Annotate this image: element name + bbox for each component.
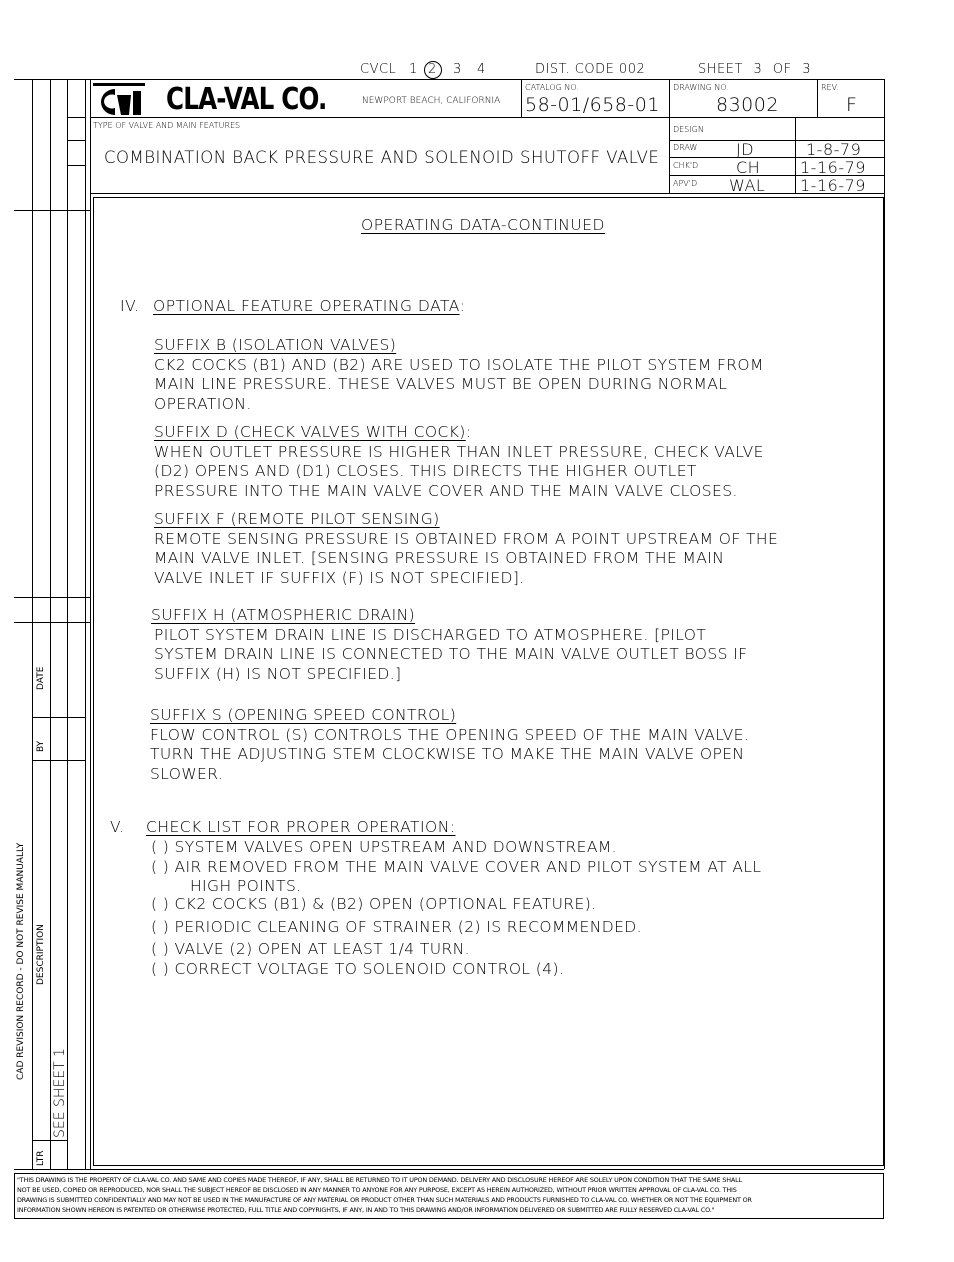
suffix-f-block: [154, 510, 778, 588]
content-left-line: [90, 79, 91, 1169]
catalog-label: CATALOG NO.: [525, 83, 579, 92]
suffix-s-block: [150, 706, 749, 784]
rev-row-3: [67, 165, 85, 166]
suffix-f-title: SUFFIX F (REMOTE PILOT SENSING): [154, 510, 440, 528]
rev-col-line-2: [50, 79, 51, 1169]
valve-title: COMBINATION BACK PRESSURE AND SOLENOID SHUTOFF VALVE: [104, 148, 660, 167]
suffix-f-line-1: REMOTE SENSING PRESSURE IS OBTAINED FROM A POINT UPSTREAM OF THE: [154, 529, 779, 548]
suffix-d-line-1: WHEN OUTLET PRESSURE IS HIGHER THAN INLET PRESSURE, CHECK VALVE: [154, 442, 764, 461]
frame-bottom: [14, 1169, 884, 1170]
chkd-label: CHK'D: [673, 161, 699, 170]
suffix-d-line-3: PRESSURE INTO THE MAIN VALVE COVER AND THE MAIN VALVE CLOSES.: [154, 481, 738, 500]
proprietary-notice-box: [14, 1173, 884, 1219]
suffix-b-block: [154, 336, 764, 414]
suffix-h-line-2: SYSTEM DRAIN LINE IS CONNECTED TO THE MAIN VALVE OUTLET BOSS IF: [154, 645, 748, 663]
suffix-b-title: SUFFIX B (ISOLATION VALVES): [154, 336, 397, 354]
checklist-item-6: ( ) CORRECT VOLTAGE TO SOLENOID CONTROL (4).: [151, 959, 565, 978]
frame-right: [884, 79, 885, 1169]
checklist-item-4: ( ) PERIODIC CLEANING OF STRAINER (2) IS RECOMMENDED.: [151, 917, 642, 936]
tb-line-date-col: [795, 117, 796, 193]
company-location: NEWPORT BEACH, CALIFORNIA: [362, 96, 501, 106]
rev-label: REV.: [821, 83, 839, 92]
frame-top: [14, 79, 884, 80]
valve-type-label: TYPE OF VALVE AND MAIN FEATURES: [93, 121, 241, 130]
tb-line-rev: [817, 79, 818, 117]
cla-val-logo-mark: [93, 83, 145, 117]
section-4-number: IV.: [120, 297, 140, 315]
rev-row-9: [32, 1140, 67, 1141]
checklist: [151, 838, 761, 979]
cvcl-label: CVCL: [360, 62, 397, 77]
cvcl-option-4: 4: [477, 62, 486, 77]
cvcl-option-2: 2: [428, 62, 437, 77]
apvd-by: WAL: [729, 176, 766, 195]
catalog-number: 58-01/658-01: [525, 94, 660, 116]
page-heading: OPERATING DATA-CONTINUED: [361, 216, 605, 234]
tb-line-type: [90, 117, 884, 118]
rev-row-1: [67, 117, 85, 118]
suffix-b-line-3: OPERATION.: [154, 394, 252, 413]
draw-by: JD: [736, 140, 755, 159]
section-5-title: CHECK LIST FOR PROPER OPERATION:: [146, 818, 456, 836]
suffix-s-line-2: TURN THE ADJUSTING STEM CLOCKWISE TO MAKE THE MAIN VALVE OPEN: [150, 745, 745, 763]
draw-date: 1-8-79: [806, 140, 862, 159]
suffix-f-line-3: VALVE INLET IF SUFFIX (F) IS NOT SPECIFIED].: [154, 568, 525, 587]
suffix-f-line-2: MAIN VALVE INLET. [SENSING PRESSURE IS OBTAINED FROM THE MAIN: [154, 549, 725, 567]
apvd-date: 1-16-79: [800, 176, 866, 195]
suffix-b-line-2: MAIN LINE PRESSURE. THESE VALVES MUST BE OPEN DURING NORMAL: [154, 375, 728, 393]
drawing-label: DRAWING NO.: [673, 83, 729, 92]
rev-date-label: DATE: [36, 666, 46, 690]
notice-line-1: "THIS DRAWING IS THE PROPERTY OF CLA-VAL CO. AND SAME AND COPIES MADE THEREOF, IF ANY, SHALL BE RETURNED TO IT UPON DEMAND. DELIVERY AND DISCLOSURE HEREOF ARE SOLELY UPON CONDITION THAT THE SAME SHALL: [17, 1176, 742, 1184]
section-4-title: OPTIONAL FEATURE OPERATING DATA: [153, 297, 460, 315]
checklist-item-3: ( ) CK2 COCKS (B1) & (B2) OPEN (OPTIONAL FEATURE).: [151, 895, 597, 913]
sheet-number: SHEET 3 OF 3: [698, 62, 812, 77]
rev-col-line-3: [67, 79, 68, 1169]
section-4-title-wrap: OPTIONAL FEATURE OPERATING DATA:: [153, 297, 466, 315]
suffix-d-line-2: (D2) OPENS AND (D1) CLOSES. THIS DIRECTS THE HIGHER OUTLET: [154, 462, 697, 480]
notice-line-2: NOT BE USED, COPIED OR REPRODUCED, NOR SHALL THE SUBJECT HEREOF BE DISCLOSED IN ANY MANNER TO ANYONE FOR ANY PURPOSE, EXCEPT AS HEREIN AUTHORIZED, WITHOUT PRIOR WRITTEN APPROVAL OF CLA-VAL CO. THIS: [17, 1186, 737, 1194]
rev-row-7: [32, 717, 85, 718]
notice-line-4: INFORMATION SHOWN HEREON IS PATENTED OR OTHERWISE PROTECTED, FULL TITLE AND COPYRIGHTS, IF ANY, IN AND TO THIS DRAWING AND/OR INFORMATION DELIVERED OR SUBMITTED ARE FULLY RESERVED CLA-VAL CO.": [17, 1206, 715, 1214]
suffix-h-block: [151, 606, 747, 684]
suffix-s-title: SUFFIX S (OPENING SPEED CONTROL): [150, 706, 457, 724]
chkd-by: CH: [736, 158, 761, 177]
company-name: CLA-VAL CO.: [166, 82, 327, 117]
drawing-number: 83002: [716, 94, 779, 116]
cad-revision-note: CAD REVISION RECORD - DO NOT REVISE MANUALLY: [16, 842, 26, 1080]
suffix-d-block: SUFFIX D (CHECK VALVES WITH COCK): WHEN OUTLET PRESSURE IS HIGHER THAN INLET PRESSURE, CHECK VALVE (D2) OPENS AND (D1) CLOSES. THIS DIRECTS THE HIGHER OUTLET PRESSURE INTO THE MAIN VALVE COVER AND THE MAIN VALVE CLOSES.: [154, 423, 764, 500]
apvd-label: APV'D: [673, 179, 698, 188]
suffix-b-line-1: CK2 COCKS (B1) AND (B2) ARE USED TO ISOLATE THE PILOT SYSTEM FROM: [154, 355, 764, 374]
suffix-s-line-1: FLOW CONTROL (S) CONTROLS THE OPENING SPEED OF THE MAIN VALVE.: [150, 725, 750, 744]
checklist-item-2: ( ) AIR REMOVED FROM THE MAIN VALVE COVER AND PILOT SYSTEM AT ALL: [151, 857, 762, 876]
tb-line-catalog: [521, 79, 522, 117]
section-5-number: V.: [110, 818, 125, 836]
suffix-h-line-1: PILOT SYSTEM DRAIN LINE IS DISCHARGED TO ATMOSPHERE. [PILOT: [154, 625, 707, 644]
rev-col-line-1: [32, 79, 33, 1169]
checklist-item-2-cont: HIGH POINTS.: [190, 877, 302, 895]
rev-row-6: [14, 622, 90, 623]
notice-line-3: DRAWING IS SUBMITTED CONFIDENTIALLY AND MAY NOT BE USED IN THE MANUFACTURE OF ANY MATERIAL OR PRODUCT OTHER THAN SUCH MATERIALS AND PRODUCTS FURNISHED TO CLA-VAL CO. WHETHER OR NOT THE EQUIPMENT OR: [17, 1196, 752, 1204]
suffix-h-title: SUFFIX H (ATMOSPHERIC DRAIN): [151, 606, 416, 624]
dist-code: DIST. CODE 002: [535, 62, 646, 77]
design-label: DESIGN: [673, 125, 704, 134]
rev-row-2: [67, 140, 85, 141]
rev-ltr-label: LTR: [36, 1150, 46, 1166]
rev-row-8: [32, 760, 85, 761]
rev-row-5: [14, 597, 90, 598]
rev-row-4: [14, 210, 90, 211]
company-logo: [93, 83, 145, 117]
cvcl-option-3: 3: [453, 62, 462, 77]
checklist-item-5: ( ) VALVE (2) OPEN AT LEAST 1/4 TURN.: [151, 940, 471, 958]
checklist-item-1: ( ) SYSTEM VALVES OPEN UPSTREAM AND DOWNSTREAM.: [151, 838, 617, 856]
rev-by-label: BY: [36, 740, 46, 752]
see-sheet-1: SEE SHEET 1: [52, 1047, 68, 1138]
rev-value: F: [846, 94, 858, 116]
suffix-d-title: SUFFIX D (CHECK VALVES WITH COCK): [154, 423, 466, 441]
suffix-h-line-3: SUFFIX (H) IS NOT SPECIFIED.]: [154, 664, 402, 683]
rev-description-label: DESCRIPTION: [36, 924, 46, 985]
rev-col-line-4: [85, 79, 86, 1169]
cvcl-option-1: 1: [409, 62, 418, 77]
draw-label: DRAW: [673, 143, 698, 152]
chkd-date: 1-16-79: [800, 158, 866, 177]
suffix-s-line-3: SLOWER.: [150, 764, 224, 783]
